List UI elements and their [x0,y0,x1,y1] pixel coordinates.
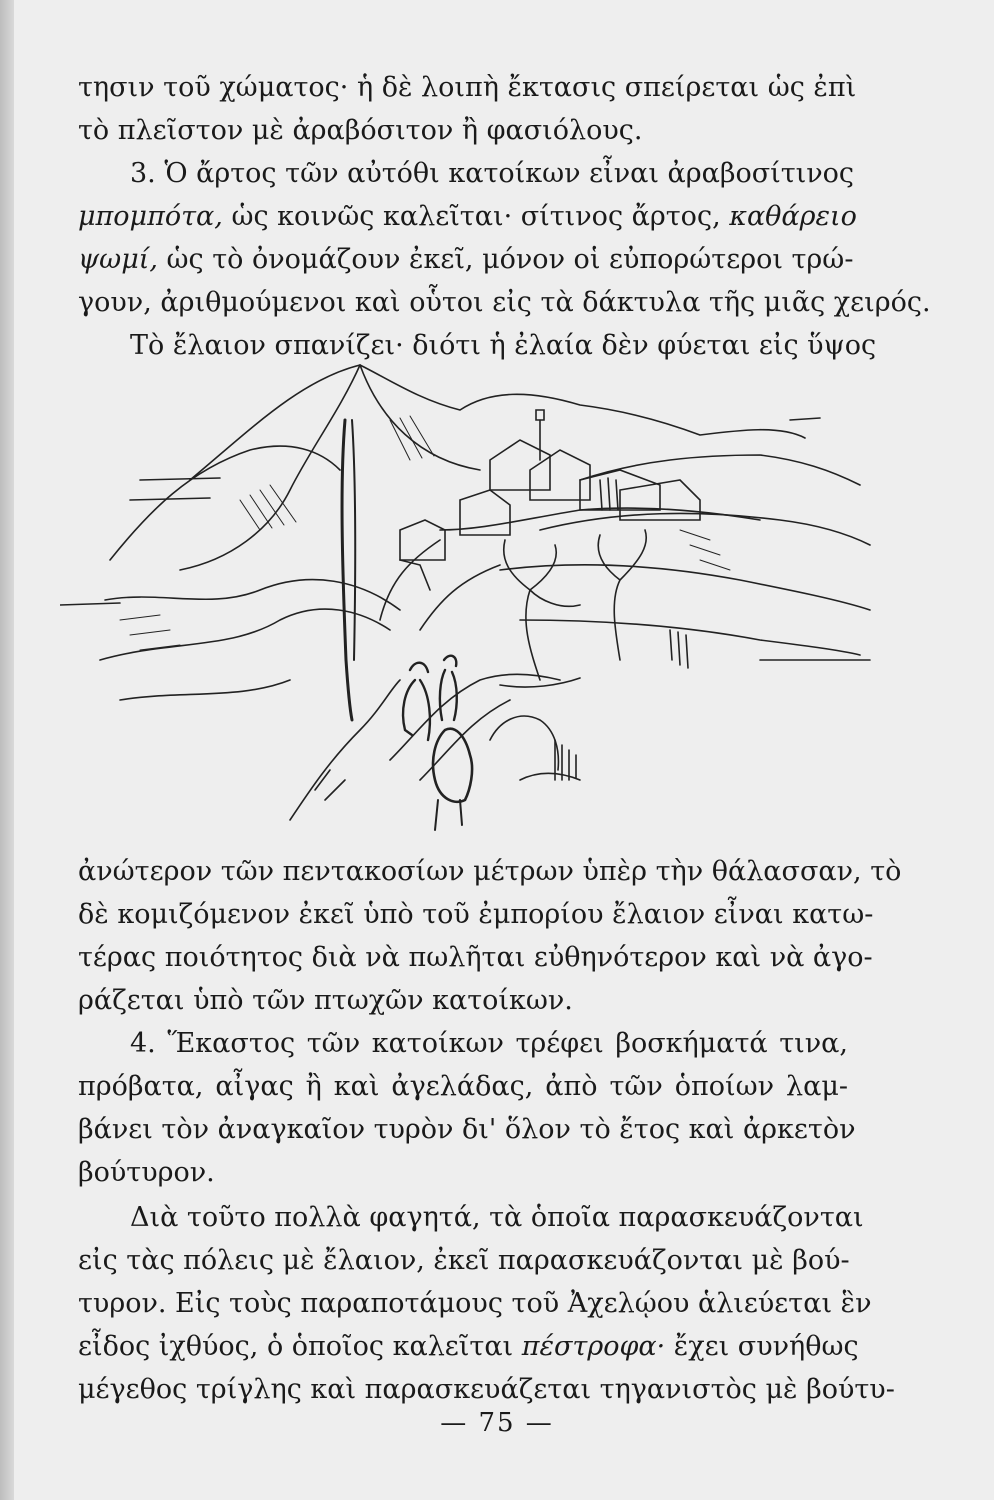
paragraph-5-start: Διὰ τοῦτο πολλὰ φαγητά, τὰ ὁποῖα παρασκευάζονται [130,1202,864,1233]
text-line: τησιν τοῦ χώματος· ἡ δὲ λοιπὴ ἔκτασις σπείρεται ὡς ἐπὶ [78,72,857,103]
text-line: δὲ κομιζόμενον ἐκεῖ ὑπὸ τοῦ ἐμπορίου ἔλαιον εἶναι κατω- [78,899,874,930]
book-spine-shadow [0,0,14,1500]
text-line: ἀνώτερον τῶν πεντακοσίων μέτρων ὑπὲρ τὴν θάλασσαν, τὸ [78,856,902,887]
village-landscape-illustration [60,360,890,840]
text-line: εἰς τὰς πόλεις μὲ ἔλαιον, ἐκεῖ παρασκευάζονται μὲ βού- [78,1245,850,1276]
page-number: — 75 — [440,1408,554,1438]
text-span: ἔχει συνήθως [665,1331,859,1362]
text-line [78,238,854,281]
text-line: Τὸ ἔλαιον σπανίζει· διότι ἡ ἐλαία δὲν φύεται εἰς ὕψος [130,330,877,361]
text-line: τυρον. Εἰς τοὺς παραποτάμους τοῦ Ἀχελῴου ἁλιεύεται ἓν [78,1288,872,1319]
text-span: ὡς τὸ ὀνομάζουν ἐκεῖ, μόνον οἱ εὐπορώτεροι τρώ- [157,244,854,275]
text-line: τέρας ποιότητος διὰ νὰ πωλῆται εὐθηνότερον καὶ νὰ ἀγο- [78,942,873,973]
paragraph-3-start: 3. Ὁ ἄρτος τῶν αὐτόθι κατοίκων εἶναι ἀραβοσίτινος [130,158,855,189]
italic-term: ψωμί, [78,244,158,275]
text-after-illustration [78,850,902,1411]
italic-term: πέστροφα· [521,1331,666,1362]
text-line: βάνει τὸν ἀναγκαῖον τυρὸν δι' ὅλον τὸ ἔτος καὶ ἀρκετὸν [78,1114,856,1145]
italic-term: καθάρειο [729,201,857,232]
text-top [78,66,931,367]
italic-term: μπομπότα, [78,201,223,232]
text-line: μέγεθος τρίγλης καὶ παρασκευάζεται τηγανιστὸς μὲ βούτυ- [78,1374,895,1405]
text-line [78,1325,859,1368]
text-line: γουν, ἀριθμούμενοι καὶ οὗτοι εἰς τὰ δάκτυλα τῆς μιᾶς χειρός. [78,287,931,318]
text-line: βούτυρον. [78,1157,215,1188]
text-span: ὡς κοινῶς καλεῖται· σίτινος ἄρτος, [222,201,730,232]
text-line: ράζεται ὑπὸ τῶν πτωχῶν κατοίκων. [78,985,573,1016]
text-span: εἶδος ἰχθύος, ὁ ὁποῖος καλεῖται [78,1331,522,1362]
paragraph-4-start: 4. Ἕκαστος τῶν κατοίκων τρέφει βοσκήματά τινα, [130,1028,848,1059]
text-line: πρόβατα, αἶγας ἢ καὶ ἀγελάδας, ἀπὸ τῶν ὁποίων λαμ- [78,1071,848,1102]
text-line: τὸ πλεῖστον μὲ ἀραβόσιτον ἢ φασιόλους. [78,115,643,146]
text-line [78,195,857,238]
